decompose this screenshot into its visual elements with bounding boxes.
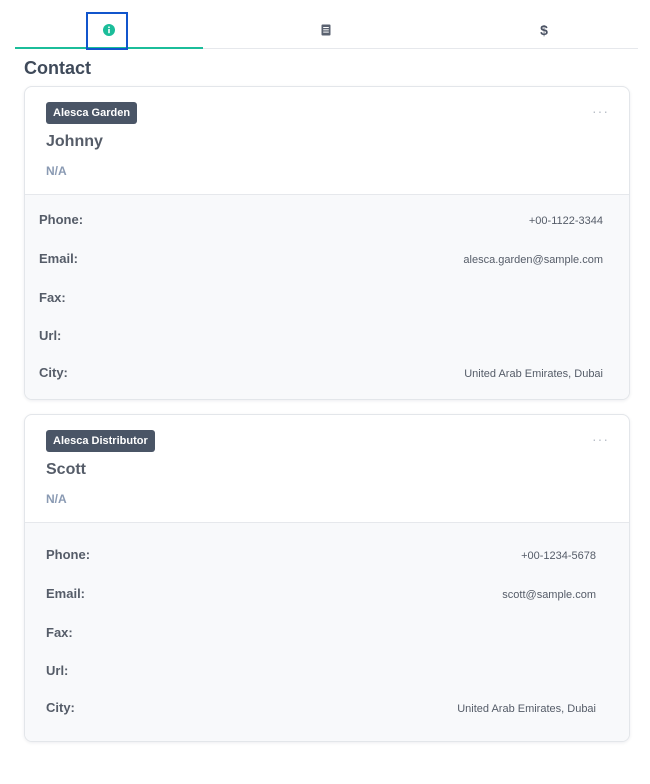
contact-details bbox=[25, 195, 629, 400]
more-options-icon[interactable]: ··· bbox=[592, 103, 609, 119]
contact-card-header bbox=[25, 415, 629, 523]
detail-row-city bbox=[25, 365, 629, 385]
detail-row-phone bbox=[25, 547, 629, 567]
detail-row-email bbox=[25, 251, 629, 271]
phone-value: +00-1234-5678 bbox=[521, 550, 596, 562]
city-value: United Arab Emirates, Dubai bbox=[464, 368, 603, 380]
detail-row-fax bbox=[25, 625, 629, 645]
phone-label: Phone: bbox=[46, 547, 91, 562]
document-icon bbox=[321, 24, 331, 36]
email-value: alesca.garden@sample.com bbox=[463, 254, 603, 266]
company-badge: Alesca Distributor bbox=[46, 430, 155, 452]
city-label: City: bbox=[39, 365, 68, 380]
contact-name: Scott bbox=[46, 461, 86, 478]
detail-row-city bbox=[25, 700, 629, 720]
contact-card-header bbox=[25, 87, 629, 195]
detail-row-email bbox=[25, 586, 629, 606]
detail-row-fax bbox=[25, 290, 629, 310]
detail-row-phone bbox=[25, 212, 629, 232]
phone-value: +00-1122-3344 bbox=[528, 215, 603, 227]
contact-subtitle: N/A bbox=[46, 164, 67, 178]
contact-card bbox=[24, 414, 630, 742]
tab-documents[interactable] bbox=[232, 12, 420, 48]
tab-pricing[interactable] bbox=[450, 12, 638, 48]
url-label: Url: bbox=[46, 663, 69, 678]
url-label: Url: bbox=[39, 328, 62, 343]
focus-highlight bbox=[86, 12, 128, 50]
more-options-icon[interactable]: ··· bbox=[592, 431, 609, 447]
phone-label: Phone: bbox=[39, 212, 84, 227]
fax-label: Fax: bbox=[46, 625, 73, 640]
contact-subtitle: N/A bbox=[46, 492, 67, 506]
email-value: scott@sample.com bbox=[502, 589, 596, 601]
fax-label: Fax: bbox=[39, 290, 66, 305]
page-title: Contact bbox=[24, 58, 91, 78]
contact-details bbox=[25, 523, 629, 742]
contact-card bbox=[24, 86, 630, 400]
company-badge: Alesca Garden bbox=[46, 102, 137, 124]
city-label: City: bbox=[46, 700, 75, 715]
detail-row-url bbox=[25, 328, 629, 348]
email-label: Email: bbox=[39, 251, 79, 266]
dollar-icon: $ bbox=[540, 22, 548, 38]
detail-row-url bbox=[25, 663, 629, 683]
city-value: United Arab Emirates, Dubai bbox=[457, 703, 596, 715]
email-label: Email: bbox=[46, 586, 86, 601]
contact-name: Johnny bbox=[46, 133, 103, 150]
